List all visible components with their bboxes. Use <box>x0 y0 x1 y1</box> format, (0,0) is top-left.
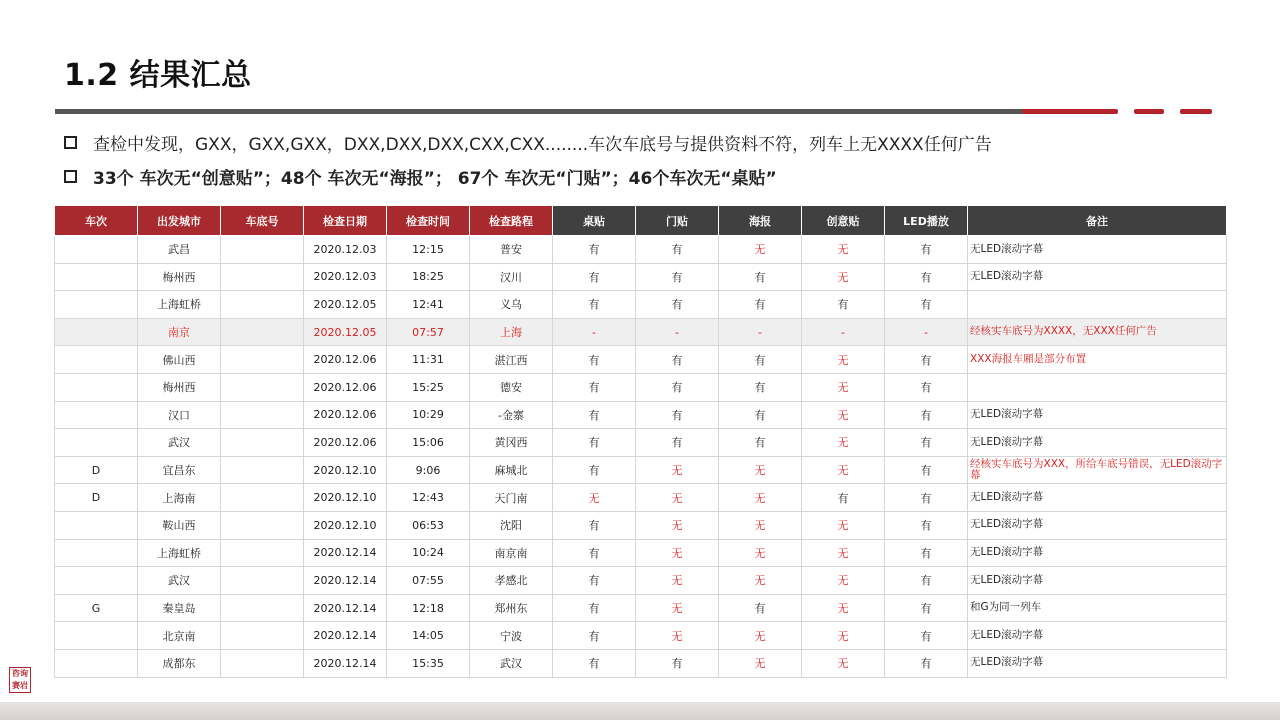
table-cell: 有 <box>885 511 968 539</box>
table-cell: 无 <box>802 649 885 677</box>
table-cell: 天门南 <box>470 484 553 512</box>
table-cell: 武汉 <box>138 429 221 457</box>
table-cell: 12:41 <box>387 291 470 319</box>
column-header: 车次 <box>55 206 138 236</box>
column-header: 海报 <box>719 206 802 236</box>
table-cell: 2020.12.14 <box>304 594 387 622</box>
table-cell: -金寨 <box>470 401 553 429</box>
table-cell: 梅州西 <box>138 263 221 291</box>
table-cell: 无 <box>719 484 802 512</box>
table-row <box>55 484 1227 512</box>
table-cell: 有 <box>636 373 719 401</box>
table-cell: 2020.12.05 <box>304 318 387 346</box>
table-cell: 无 <box>802 622 885 650</box>
table-cell: 有 <box>553 236 636 264</box>
table-cell: 无 <box>719 567 802 595</box>
table-cell: 15:25 <box>387 373 470 401</box>
bullet-text: 查检中发现，GXX，GXX,GXX，DXX,DXX,DXX,CXX,CXX........车次车底号与提供资料不符，列车上无XXXX任何广告 <box>93 135 992 155</box>
table-cell: 06:53 <box>387 511 470 539</box>
table-cell: 武汉 <box>470 649 553 677</box>
table-cell: 2020.12.10 <box>304 511 387 539</box>
table-row <box>55 567 1227 595</box>
table-cell: 汉口 <box>138 401 221 429</box>
table-cell: 有 <box>636 263 719 291</box>
table-cell: 有 <box>719 594 802 622</box>
table-cell: 15:06 <box>387 429 470 457</box>
table-cell: 有 <box>719 373 802 401</box>
table-cell: 18:25 <box>387 263 470 291</box>
table-cell: 2020.12.06 <box>304 373 387 401</box>
table-cell: 无 <box>636 539 719 567</box>
column-header: 创意贴 <box>802 206 885 236</box>
table-cell: 无 <box>802 456 885 484</box>
table-cell: 无 <box>802 567 885 595</box>
table-cell: D <box>55 456 138 484</box>
table-cell: 宁波 <box>470 622 553 650</box>
table-cell: 无LED滚动字幕 <box>968 401 1227 429</box>
table-cell <box>55 318 138 346</box>
table-cell: 有 <box>885 567 968 595</box>
table-cell <box>55 649 138 677</box>
table-cell <box>55 622 138 650</box>
table-cell: 无LED滚动字幕 <box>968 511 1227 539</box>
table-cell: 无 <box>802 373 885 401</box>
table-cell <box>55 263 138 291</box>
table-cell: 有 <box>885 401 968 429</box>
table-cell: 有 <box>553 567 636 595</box>
table-cell: 11:31 <box>387 346 470 374</box>
table-cell: 上海 <box>470 318 553 346</box>
table-cell: 2020.12.03 <box>304 236 387 264</box>
column-header: 车底号 <box>221 206 304 236</box>
column-header: 检查日期 <box>304 206 387 236</box>
table-cell: 有 <box>802 484 885 512</box>
table-cell: 无 <box>802 346 885 374</box>
table-cell: 无LED滚动字幕 <box>968 567 1227 595</box>
table-cell <box>221 456 304 484</box>
table-cell <box>221 484 304 512</box>
table-cell: 有 <box>719 401 802 429</box>
table-cell <box>55 567 138 595</box>
table-cell: 有 <box>885 484 968 512</box>
table-row <box>55 429 1227 457</box>
table-row <box>55 511 1227 539</box>
table-cell: 12:43 <box>387 484 470 512</box>
table-cell <box>221 594 304 622</box>
table-cell: 12:18 <box>387 594 470 622</box>
table-cell <box>55 429 138 457</box>
table-cell: 无 <box>719 456 802 484</box>
table-cell: 10:29 <box>387 401 470 429</box>
table-cell: 有 <box>553 346 636 374</box>
table-cell: 15:35 <box>387 649 470 677</box>
table-cell: 无 <box>802 263 885 291</box>
table-cell: 无 <box>636 456 719 484</box>
table-row <box>55 539 1227 567</box>
table-cell: 有 <box>885 622 968 650</box>
table-cell: - <box>553 318 636 346</box>
table-cell <box>55 346 138 374</box>
table-cell: 有 <box>553 456 636 484</box>
table-cell: 湛江西 <box>470 346 553 374</box>
table-cell: 无 <box>719 236 802 264</box>
table-cell: 汉川 <box>470 263 553 291</box>
table-cell: 有 <box>636 401 719 429</box>
table-cell: 成都东 <box>138 649 221 677</box>
table-cell: 9:06 <box>387 456 470 484</box>
title-divider <box>55 109 1055 114</box>
table-cell: 2020.12.14 <box>304 622 387 650</box>
table-cell <box>221 567 304 595</box>
table-cell: 有 <box>553 263 636 291</box>
table-cell <box>221 429 304 457</box>
table-cell <box>55 401 138 429</box>
table-cell: 无 <box>636 511 719 539</box>
table-cell: 有 <box>553 429 636 457</box>
table-row <box>55 291 1227 319</box>
table-cell: 有 <box>885 429 968 457</box>
table-cell <box>221 318 304 346</box>
table-cell: - <box>719 318 802 346</box>
table-row <box>55 649 1227 677</box>
table-cell: 有 <box>553 594 636 622</box>
table-cell: - <box>885 318 968 346</box>
table-cell: 有 <box>553 373 636 401</box>
table-cell <box>221 291 304 319</box>
table-cell <box>221 622 304 650</box>
table-cell: 无 <box>719 539 802 567</box>
table-cell: 秦皇岛 <box>138 594 221 622</box>
table-cell: G <box>55 594 138 622</box>
table-cell <box>968 291 1227 319</box>
table-cell <box>221 373 304 401</box>
page-title: 1.2 结果汇总 <box>64 58 252 93</box>
table-cell: 有 <box>885 539 968 567</box>
table-cell: 有 <box>885 594 968 622</box>
table-row <box>55 236 1227 264</box>
table-cell <box>221 346 304 374</box>
table-cell: 2020.12.05 <box>304 291 387 319</box>
footer-band <box>0 702 1280 720</box>
table-cell: 无LED滚动字幕 <box>968 263 1227 291</box>
table-row <box>55 346 1227 374</box>
table-cell: 有 <box>719 291 802 319</box>
table-cell: 无LED滚动字幕 <box>968 622 1227 650</box>
column-header: LED播放 <box>885 206 968 236</box>
table-cell: 12:15 <box>387 236 470 264</box>
table-row <box>55 373 1227 401</box>
table-cell: 有 <box>885 373 968 401</box>
table-cell <box>221 511 304 539</box>
column-header: 桌贴 <box>553 206 636 236</box>
table-cell: 有 <box>636 429 719 457</box>
table-cell <box>55 291 138 319</box>
table-cell: 武昌 <box>138 236 221 264</box>
table-cell <box>55 539 138 567</box>
table-cell: 有 <box>885 236 968 264</box>
square-bullet-icon <box>64 136 77 149</box>
table-cell: 孝感北 <box>470 567 553 595</box>
table-cell: 无 <box>636 594 719 622</box>
table-cell: D <box>55 484 138 512</box>
table-cell: 无 <box>636 484 719 512</box>
table-cell: 无 <box>719 622 802 650</box>
bullet-text: 33个 车次无“创意贴”；48个 车次无“海报”； 67个 车次无“门贴”；46个车次无“桌贴” <box>93 169 777 189</box>
table-cell: 经核实车底号为XXXX，无XXX任何广告 <box>968 318 1227 346</box>
table-cell: 有 <box>636 291 719 319</box>
table-cell: 郑州东 <box>470 594 553 622</box>
table-cell: 无 <box>802 236 885 264</box>
table-cell: 沈阳 <box>470 511 553 539</box>
table-cell: 有 <box>719 429 802 457</box>
table-cell <box>968 373 1227 401</box>
divider-accent <box>1180 109 1212 114</box>
table-cell: 有 <box>885 456 968 484</box>
table-cell: 无 <box>636 622 719 650</box>
bullet-item <box>64 164 777 189</box>
table-cell: 2020.12.14 <box>304 649 387 677</box>
table-cell: 有 <box>553 511 636 539</box>
table-cell: 无LED滚动字幕 <box>968 236 1227 264</box>
table-cell: 南京 <box>138 318 221 346</box>
table-cell: 有 <box>719 263 802 291</box>
table-cell <box>55 373 138 401</box>
table-row <box>55 263 1227 291</box>
table-cell: 无LED滚动字幕 <box>968 539 1227 567</box>
table-row <box>55 318 1227 346</box>
table-cell <box>221 649 304 677</box>
column-header: 出发城市 <box>138 206 221 236</box>
table-cell: 07:55 <box>387 567 470 595</box>
table-cell: 有 <box>719 346 802 374</box>
table-cell: 鞍山西 <box>138 511 221 539</box>
table-cell: 上海虹桥 <box>138 291 221 319</box>
column-header: 检查时间 <box>387 206 470 236</box>
company-logo: 咨询 赛岩 <box>9 667 31 693</box>
table-cell: 麻城北 <box>470 456 553 484</box>
table-cell: 普安 <box>470 236 553 264</box>
table-cell: 无 <box>802 429 885 457</box>
table-cell: 有 <box>885 263 968 291</box>
table-cell: 无LED滚动字幕 <box>968 429 1227 457</box>
table-cell: 和G为同一列车 <box>968 594 1227 622</box>
table-cell <box>221 263 304 291</box>
table-cell: 无LED滚动字幕 <box>968 649 1227 677</box>
table-cell: 德安 <box>470 373 553 401</box>
results-table <box>54 205 1227 678</box>
table-cell: 黄冈西 <box>470 429 553 457</box>
table-cell: 2020.12.03 <box>304 263 387 291</box>
table-cell: 有 <box>553 401 636 429</box>
table-cell: 14:05 <box>387 622 470 650</box>
table-cell: 无 <box>802 401 885 429</box>
table-cell: 有 <box>802 291 885 319</box>
table-cell: 南京南 <box>470 539 553 567</box>
divider-accent <box>1022 109 1118 114</box>
table-cell: 宜昌东 <box>138 456 221 484</box>
table-cell: 2020.12.06 <box>304 401 387 429</box>
table-cell: 无 <box>719 511 802 539</box>
column-header: 备注 <box>968 206 1227 236</box>
table-cell: 北京南 <box>138 622 221 650</box>
table-cell: 无 <box>802 511 885 539</box>
table-cell: 武汉 <box>138 567 221 595</box>
table-cell: 10:24 <box>387 539 470 567</box>
table-cell: 无 <box>719 649 802 677</box>
column-header: 检查路程 <box>470 206 553 236</box>
table-cell: 佛山西 <box>138 346 221 374</box>
table-cell: 有 <box>553 291 636 319</box>
table-cell <box>221 236 304 264</box>
table-cell: 2020.12.10 <box>304 456 387 484</box>
table-cell: 有 <box>636 346 719 374</box>
table-row <box>55 401 1227 429</box>
table-cell: 07:57 <box>387 318 470 346</box>
table-cell: 2020.12.14 <box>304 567 387 595</box>
table-cell: 2020.12.06 <box>304 346 387 374</box>
table-cell <box>221 539 304 567</box>
table-cell: 有 <box>553 649 636 677</box>
table-cell: 无 <box>802 539 885 567</box>
table-header-row <box>55 206 1227 236</box>
table-cell: 无 <box>553 484 636 512</box>
table-row <box>55 594 1227 622</box>
table-cell: 经核实车底号为XXX，所给车底号错误，无LED滚动字幕 <box>968 456 1227 484</box>
table-cell: 有 <box>885 291 968 319</box>
table-row <box>55 622 1227 650</box>
table-cell: 无 <box>802 594 885 622</box>
table-cell: 2020.12.10 <box>304 484 387 512</box>
table-cell: 上海南 <box>138 484 221 512</box>
table-row <box>55 456 1227 484</box>
table-cell <box>221 401 304 429</box>
table-cell: 上海虹桥 <box>138 539 221 567</box>
table-cell: - <box>636 318 719 346</box>
table-cell: 义乌 <box>470 291 553 319</box>
table-cell: XXX海报车厢是部分布置 <box>968 346 1227 374</box>
table-cell <box>55 511 138 539</box>
column-header: 门贴 <box>636 206 719 236</box>
table-cell: 有 <box>636 649 719 677</box>
table-cell: 2020.12.14 <box>304 539 387 567</box>
table-cell: 有 <box>885 346 968 374</box>
divider-accent <box>1134 109 1164 114</box>
table-cell: 有 <box>636 236 719 264</box>
table-cell: 无LED滚动字幕 <box>968 484 1227 512</box>
square-bullet-icon <box>64 170 77 183</box>
table-cell: 有 <box>553 539 636 567</box>
table-cell: 梅州西 <box>138 373 221 401</box>
table-cell: 2020.12.06 <box>304 429 387 457</box>
table-cell <box>55 236 138 264</box>
bullet-item <box>64 130 992 155</box>
table-cell: 有 <box>553 622 636 650</box>
table-cell: - <box>802 318 885 346</box>
table-cell: 无 <box>636 567 719 595</box>
table-cell: 有 <box>885 649 968 677</box>
